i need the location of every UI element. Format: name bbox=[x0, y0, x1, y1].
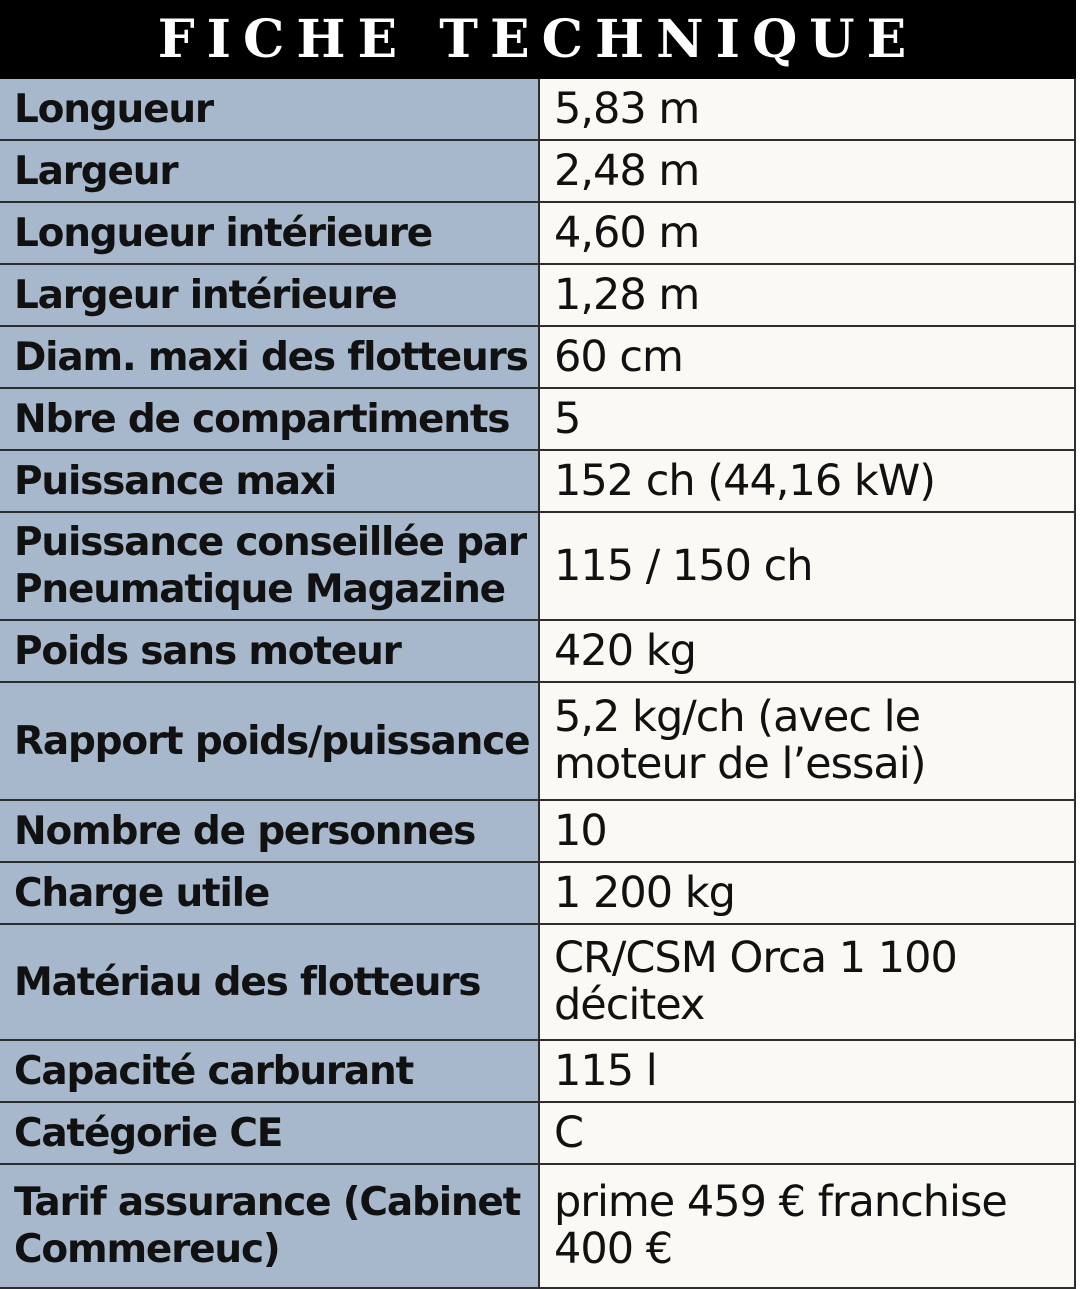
spec-value-puissance-maxi: 152 ch (44,16 kW) bbox=[539, 450, 1075, 512]
spec-label-longueur: Longueur bbox=[0, 79, 539, 140]
spec-value-materiau-flotteurs: CR/CSM Orca 1 100 décitex bbox=[539, 924, 1075, 1040]
spec-value-largeur-interieure: 1,28 m bbox=[539, 264, 1075, 326]
spec-label-tarif-assurance: Tarif assurance (Cabinet Commereuc) bbox=[0, 1164, 539, 1288]
spec-label-nombre-personnes: Nombre de personnes bbox=[0, 800, 539, 862]
spec-label-compartiments: Nbre de compartiments bbox=[0, 388, 539, 450]
spec-label-categorie-ce: Catégorie CE bbox=[0, 1102, 539, 1164]
table-row bbox=[0, 682, 1075, 800]
spec-value-categorie-ce: C bbox=[539, 1102, 1075, 1164]
spec-value-diametre-flotteurs: 60 cm bbox=[539, 326, 1075, 388]
table-row bbox=[0, 388, 1075, 450]
spec-value-nombre-personnes: 10 bbox=[539, 800, 1075, 862]
spec-label-poids-sans-moteur: Poids sans moteur bbox=[0, 620, 539, 682]
spec-value-charge-utile: 1 200 kg bbox=[539, 862, 1075, 924]
spec-value-tarif-assurance: prime 459 € franchise 400 € bbox=[539, 1164, 1075, 1288]
table-row bbox=[0, 202, 1075, 264]
table-row bbox=[0, 140, 1075, 202]
spec-label-materiau-flotteurs: Matériau des flotteurs bbox=[0, 924, 539, 1040]
table-row bbox=[0, 1040, 1075, 1102]
table-row bbox=[0, 326, 1075, 388]
table-row bbox=[0, 264, 1075, 326]
spec-value-puissance-conseillee: 115 / 150 ch bbox=[539, 512, 1075, 620]
spec-label-largeur: Largeur bbox=[0, 140, 539, 202]
spec-value-longueur-interieure: 4,60 m bbox=[539, 202, 1075, 264]
table-row bbox=[0, 450, 1075, 512]
table-row bbox=[0, 512, 1075, 620]
spec-value-poids-sans-moteur: 420 kg bbox=[539, 620, 1075, 682]
spec-table bbox=[0, 79, 1076, 1289]
spec-label-puissance-conseillee: Puissance conseillée par Pneumatique Magazine bbox=[0, 512, 539, 620]
table-row bbox=[0, 924, 1075, 1040]
spec-label-largeur-interieure: Largeur intérieure bbox=[0, 264, 539, 326]
page-title: FICHE TECHNIQUE bbox=[157, 8, 919, 70]
spec-label-diametre-flotteurs: Diam. maxi des flotteurs bbox=[0, 326, 539, 388]
table-row bbox=[0, 1164, 1075, 1288]
spec-value-longueur: 5,83 m bbox=[539, 79, 1075, 140]
title-bar bbox=[0, 0, 1076, 79]
table-row bbox=[0, 1102, 1075, 1164]
table-row bbox=[0, 620, 1075, 682]
spec-label-longueur-interieure: Longueur intérieure bbox=[0, 202, 539, 264]
spec-label-charge-utile: Charge utile bbox=[0, 862, 539, 924]
spec-value-largeur: 2,48 m bbox=[539, 140, 1075, 202]
spec-label-puissance-maxi: Puissance maxi bbox=[0, 450, 539, 512]
table-row bbox=[0, 862, 1075, 924]
spec-value-rapport-poids-puissance: 5,2 kg/ch (avec le moteur de l’essai) bbox=[539, 682, 1075, 800]
spec-label-rapport-poids-puissance: Rapport poids/puissance bbox=[0, 682, 539, 800]
table-row bbox=[0, 800, 1075, 862]
spec-value-capacite-carburant: 115 l bbox=[539, 1040, 1075, 1102]
spec-label-capacite-carburant: Capacité carburant bbox=[0, 1040, 539, 1102]
spec-value-compartiments: 5 bbox=[539, 388, 1075, 450]
table-row bbox=[0, 79, 1075, 140]
